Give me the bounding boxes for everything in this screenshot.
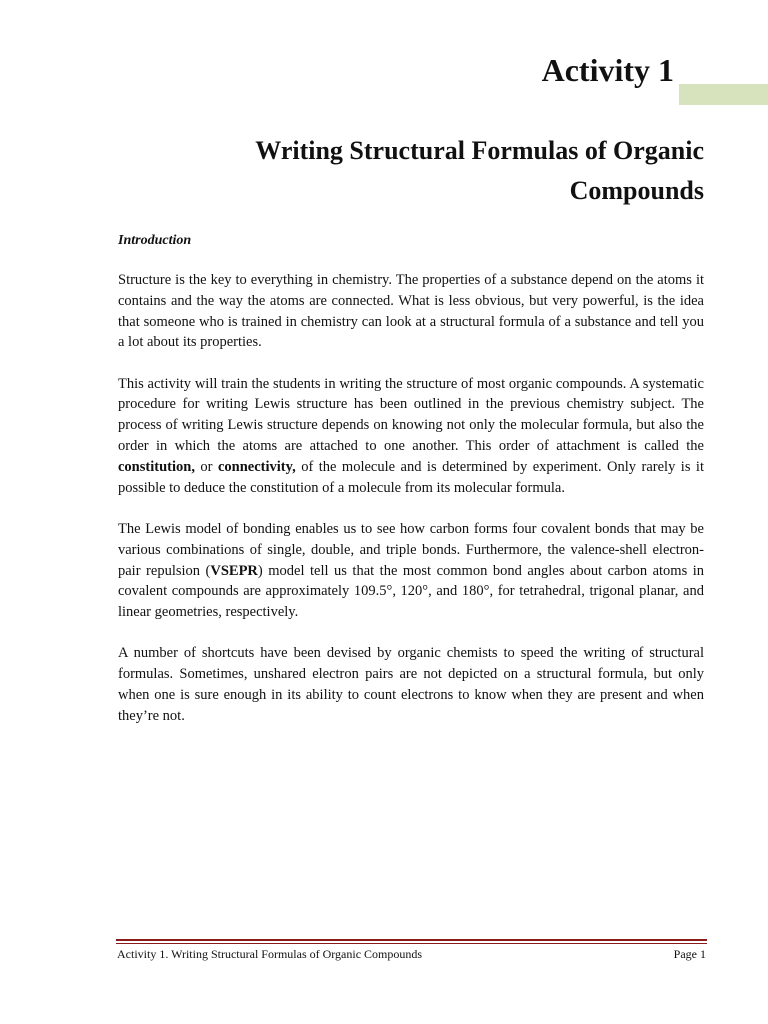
footer-rule-thick (116, 939, 707, 941)
document-title (144, 131, 704, 211)
paragraph-3-text-a: The Lewis model of bonding enables us to see how carbon forms four covalent bonds that may be various combinations of single, double, and triple bonds. Furthermore, the valence-shell electron-pair repulsion ( (118, 520, 704, 579)
paragraph-2 (118, 374, 704, 499)
footer-document-title: Activity 1. Writing Structural Formulas of Organic Compounds (117, 947, 423, 961)
title-line-1: Writing Structural Formulas of Organic (255, 136, 704, 165)
term-constitution: constitution, (118, 458, 195, 475)
paragraph-4: A number of shortcuts have been devised by organic chemists to speed the writing of structural formulas. Sometimes, unshared electron pairs are not depicted on a structural formula, but only when one is sure enough in its ability to count electrons to know when they are present and when they’re not. (118, 645, 704, 724)
term-vsepr: VSEPR (210, 562, 258, 579)
body-text (118, 270, 704, 747)
paragraph-1: Structure is the key to everything in chemistry. The properties of a substance depend on the atoms it contains and the way the atoms are connected. What is less obvious, but very powerful, is the idea that someone who is trained in chemistry can look at a structural formula of a substance and tell you a lot about its properties. (118, 272, 704, 351)
term-connectivity: connectivity, (217, 458, 296, 475)
title-line-2: Compounds (569, 176, 704, 205)
section-heading-introduction: Introduction (118, 233, 192, 248)
accent-bar (679, 84, 768, 105)
footer-page-number: Page 1 (673, 947, 706, 961)
paragraph-2-text-c: of the molecule and is determined by experiment. Only rarely is it possible to deduce the constitution of a molecule from its molecular formula. (118, 458, 704, 496)
paragraph-2-text-b: or (194, 458, 218, 475)
paragraph-3 (118, 519, 704, 623)
footer-rule-thin (116, 943, 707, 944)
paragraph-3-text-b: ) model tell us that the most common bond angles about carbon atoms in covalent compounds are approximately 109.5°, 120°, and 180°, for tetrahedral, trigonal planar, and linear geometries, respectively. (118, 562, 704, 621)
paragraph-2-text-a: This activity will train the students in writing the structure of most organic compounds. A systematic procedure for writing Lewis structure has been outlined in the previous chemistry subject. The process of writing Lewis structure depends on knowing not only the molecular formula, but also the order in which the atoms are attached to one another. This order of attachment is called the (118, 375, 704, 455)
activity-heading: Activity 1 (541, 52, 674, 88)
